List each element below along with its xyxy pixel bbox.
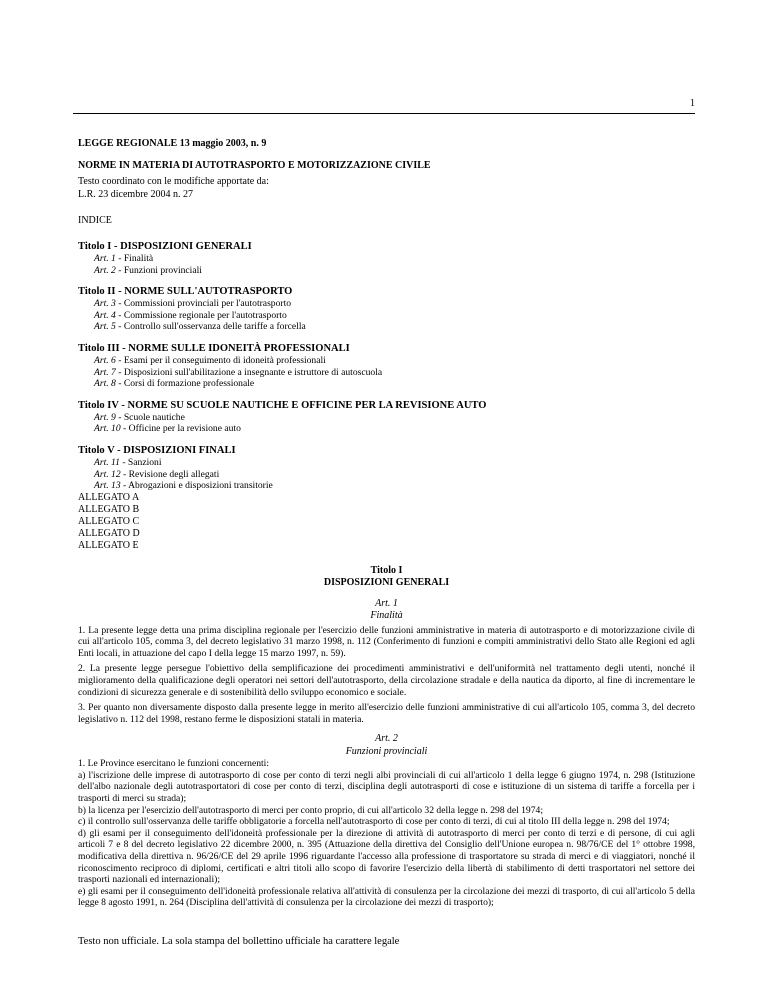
section-label: Titolo I xyxy=(370,564,403,576)
clause-item: b) la licenza per l'esercizio dell'autotrasporto di merci per conto proprio, di cui all'articolo 32 della legge n. 298 del 1974; xyxy=(78,804,543,816)
clause-item: c) il controllo sull'osservanza delle tariffe obbligatorie a forcella nell'autotrasporto di cose per conto di terzi, di cui al titolo III della legge n. 298 del 1974; xyxy=(78,816,670,828)
index-article xyxy=(94,469,695,481)
article-number: Art. 6 xyxy=(94,355,116,367)
paragraph: 2. La presente legge persegue l'obiettivo della semplificazione dei procedimenti amministrativi e dell'uniformità nel trattamento degli utenti, nonché il miglioramento della qualificazione degli operatori nei settori dell'autotrasporto, della circolazione stradale e della nautica da diporto, al fine di incrementare le condizioni di sicurezza generale e di sostenibilità dello sviluppo economico e sociale. xyxy=(78,663,695,698)
article-title: - Esami per il conseguimento di idoneità professionali xyxy=(115,355,326,367)
section-heading xyxy=(78,565,695,590)
index-article xyxy=(94,310,695,322)
annex-item: ALLEGATO A xyxy=(78,491,140,503)
article-title: - Commissioni provinciali per l'autotrasporto xyxy=(115,298,292,310)
coordination-note xyxy=(78,176,695,200)
article-number: Art. 10 xyxy=(94,423,121,435)
article-number: Art. 8 xyxy=(94,378,116,390)
index-title-group xyxy=(78,286,695,333)
header-rule xyxy=(73,113,695,114)
index-article xyxy=(94,412,695,424)
article-number: Art. 2 xyxy=(94,264,116,276)
article-title: - Sanzioni xyxy=(119,457,162,469)
article-number: Art. 1 xyxy=(375,597,398,609)
index-article xyxy=(94,355,695,367)
section-title: DISPOSIZIONI GENERALI xyxy=(323,577,450,589)
article-title: - Finalità xyxy=(115,253,154,265)
annex-item: ALLEGATO C xyxy=(78,515,140,527)
annex-item: ALLEGATO E xyxy=(78,540,139,552)
article-number: Art. 9 xyxy=(94,411,116,423)
footer-disclaimer: Testo non ufficiale. La sola stampa del bollettino ufficiale ha carattere legale xyxy=(78,936,400,947)
law-subject: NORME IN MATERIA DI AUTOTRASPORTO E MOTORIZZAZIONE CIVILE xyxy=(78,160,431,172)
article-number: Art. 11 xyxy=(94,457,120,469)
coordination-line: Testo coordinato con le modifiche apportate da: xyxy=(78,176,269,188)
clause-item: d) gli esami per il conseguimento dell'idoneità professionale per la direzione di attività di autotrasporto di merci per conto di terzi e di persone, di cui agli articoli 7 e 8 del decreto legislativo 22 dicembre 2000, n. 395 (Attuazione della direttiva del Consiglio dell'Unione europea n. 98/76/CE del 1° ottobre 1998, modificativa della direttiva n. 96/26/CE del 29 aprile 1996 riguardante l'accesso alla professione di trasportatore su strada di merci e di viaggiatori, nonché il riconoscimento reciproco di diplomi, certificati e altri titoli allo scopo di favorire l'esercizio della libertà di stabilimento di detti trasportatori nel settore dei trasporti nazionali ed internazionali); xyxy=(78,827,695,886)
article-title: Finalità xyxy=(370,610,403,622)
index-article xyxy=(94,265,695,277)
annex-item: ALLEGATO B xyxy=(78,503,140,515)
article-title: Funzioni provinciali xyxy=(345,745,428,757)
paragraph: 1. La presente legge detta una prima disciplina regionale per l'esercizio delle funzioni amministrative in materia di autotrasporto e di motorizzazione civile di cui all'articolo 105, comma 3, del decreto legislativo 31 marzo 1998, n. 112 (Conferimento di funzioni e compiti amministrativi dello Stato alle Regioni ed agli Enti locali, in attuazione del capo I della legge 15 marzo 1997, n. 59). xyxy=(78,624,695,659)
article-number: Art. 13 xyxy=(94,480,121,492)
article-title: - Corsi di formazione professionale xyxy=(115,378,255,390)
index-title-heading: Titolo IV - NORME SU SCUOLE NAUTICHE E OFFICINE PER LA REVISIONE AUTO xyxy=(78,399,487,411)
paragraph: 3. Per quanto non diversamente disposto dalla presente legge in merito all'esercizio delle funzioni amministrative di cui all'articolo 105, comma 3, del decreto legislativo n. 112 del 1998, restano ferme le disposizioni statali in materia. xyxy=(78,702,695,725)
document-body xyxy=(78,138,695,909)
article-number: Art. 5 xyxy=(94,321,116,333)
index-article xyxy=(94,253,695,265)
index-title-group xyxy=(78,445,695,492)
index-label: INDICE xyxy=(78,214,112,226)
annex-list xyxy=(78,492,695,553)
clause-item: e) gli esami per il conseguimento dell'idoneità professionale relativa all'attività di consulenza per la circolazione dei mezzi di trasporto, di cui all'articolo 5 della legge 8 agosto 1991, n. 264 (Disciplina dell'attività di consulenza per la circolazione dei mezzi di trasporto); xyxy=(78,885,695,909)
index-article xyxy=(94,480,695,492)
index-article xyxy=(94,378,695,390)
index-title-heading: Titolo II - NORME SULL'AUTOTRASPORTO xyxy=(78,286,293,298)
index-title-group xyxy=(78,241,695,276)
paragraph: 1. Le Province esercitano le funzioni concernenti: xyxy=(78,758,269,770)
index-title-group xyxy=(78,343,695,390)
article-number: Art. 2 xyxy=(375,733,398,745)
article-number: Art. 1 xyxy=(94,253,116,265)
index-list xyxy=(78,241,695,553)
index-article xyxy=(94,367,695,379)
article-title: - Scuole nautiche xyxy=(115,411,185,423)
clause-item: a) l'iscrizione delle imprese di autotrasporto di cose per conto di terzi negli albi provinciali di cui all'articolo 1 della legge 6 giugno 1974, n. 298 (Istituzione dell'albo nazionale degli autotrasportatori di cose per conto di terzi, disciplina degli autotrasporti di cose e istituzione di un sistema di tariffe a forcella per i trasporti di merci su strada); xyxy=(78,769,695,805)
article-title: - Revisione degli allegati xyxy=(120,468,220,480)
annex-item: ALLEGATO D xyxy=(78,528,140,540)
article-title: - Abrogazioni e disposizioni transitorie xyxy=(120,480,273,492)
article-number: Art. 12 xyxy=(94,468,121,480)
article-heading xyxy=(78,733,695,758)
article-number: Art. 3 xyxy=(94,298,116,310)
article-title: - Officine per la revisione auto xyxy=(120,423,241,435)
article-number: Art. 4 xyxy=(94,309,116,321)
page-number: 1 xyxy=(690,98,695,109)
index-article xyxy=(94,457,695,469)
index-article xyxy=(94,321,695,333)
index-article xyxy=(94,298,695,310)
index-title-heading: Titolo III - NORME SULLE IDONEITÀ PROFESSIONALI xyxy=(78,342,350,354)
article-title: - Funzioni provinciali xyxy=(115,264,202,276)
amending-law: L.R. 23 dicembre 2004 n. 27 xyxy=(78,188,193,200)
index-title-heading: Titolo V - DISPOSIZIONI FINALI xyxy=(78,444,236,456)
index-article xyxy=(94,423,695,435)
article-title: - Controllo sull'osservanza delle tariffe a forcella xyxy=(115,321,306,333)
article-heading xyxy=(78,598,695,623)
index-title-group xyxy=(78,400,695,435)
article-title: - Disposizioni sull'abilitazione a insegnante e istruttore di autoscuola xyxy=(115,366,383,378)
article-title: - Commissione regionale per l'autotrasporto xyxy=(115,309,287,321)
law-title: LEGGE REGIONALE 13 maggio 2003, n. 9 xyxy=(78,138,267,149)
article-number: Art. 7 xyxy=(94,366,116,378)
index-title-heading: Titolo I - DISPOSIZIONI GENERALI xyxy=(78,241,252,253)
